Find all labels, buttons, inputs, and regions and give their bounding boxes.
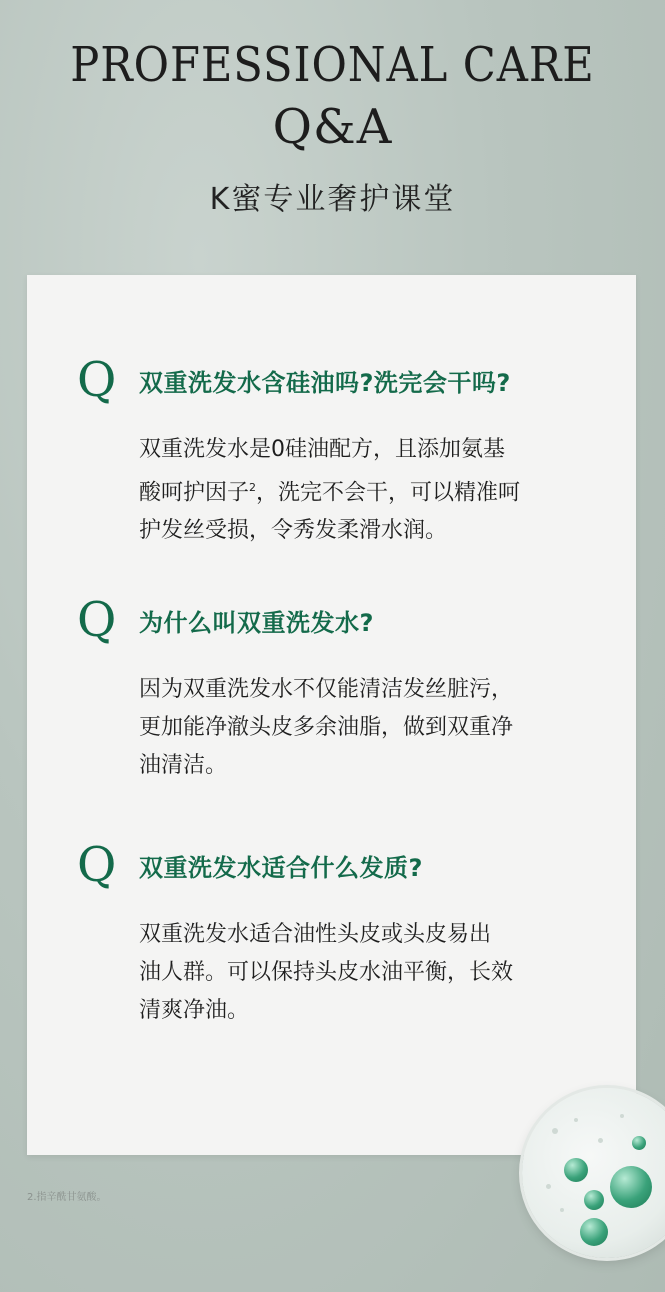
- bubble: [584, 1190, 604, 1210]
- answer-line-part: 酸呵护因子: [139, 480, 250, 506]
- qa-item: [77, 592, 617, 785]
- q-mark-icon: Q: [77, 352, 117, 408]
- question-row: [77, 352, 617, 408]
- page-subtitle: K蜜专业奢护课堂: [209, 182, 456, 217]
- droplet: [620, 1114, 624, 1118]
- answer-text: [139, 431, 559, 550]
- answer-line: 更加能净澈头皮多余油脂，做到双重净: [139, 715, 514, 740]
- bubble: [580, 1218, 608, 1246]
- question-text: 双重洗发水含硅油吗?洗完会干吗?: [139, 368, 511, 397]
- question-text: 双重洗发水适合什么发质?: [139, 853, 423, 882]
- q-mark-icon: Q: [77, 837, 117, 893]
- bubble: [610, 1166, 652, 1208]
- answer-line: 油人群。可以保持头皮水油平衡，长效: [139, 960, 514, 985]
- answer-line: 护发丝受损，令秀发柔滑水润。: [139, 518, 448, 544]
- answer-text: [139, 671, 559, 785]
- droplet: [546, 1184, 551, 1189]
- droplet: [598, 1138, 603, 1143]
- bubble: [564, 1158, 588, 1182]
- question-text: 为什么叫双重洗发水?: [139, 608, 374, 637]
- qa-item: [77, 837, 617, 1030]
- answer-line: 因为双重洗发水不仅能清洁发丝脏污，: [139, 677, 514, 702]
- question-row: [77, 837, 617, 893]
- answer-text: [139, 916, 559, 1030]
- qa-item: [77, 352, 617, 550]
- answer-line: 油清洁。: [139, 753, 228, 778]
- answer-line: [139, 469, 559, 512]
- answer-line: 双重洗发水适合油性头皮或头皮易出: [139, 922, 492, 947]
- footnote: 2.指辛酰甘氨酸。: [27, 1192, 107, 1203]
- q-mark-icon: Q: [77, 592, 117, 648]
- header: [0, 0, 665, 218]
- answer-line: 双重洗发水是0硅油配方，且添加氨基: [139, 437, 505, 462]
- bubble: [632, 1136, 646, 1150]
- droplet: [560, 1208, 564, 1212]
- droplet: [552, 1128, 558, 1134]
- answer-line-part: ，洗完不会干，可以精准呵: [256, 480, 521, 506]
- page-title: PROFESSIONAL CARE: [70, 37, 595, 93]
- answer-line: 清爽净油。: [139, 998, 250, 1023]
- question-row: [77, 592, 617, 648]
- footnote-ref: 2: [249, 481, 257, 494]
- droplet: [574, 1118, 578, 1122]
- qa-card: [27, 275, 636, 1155]
- page-title-qa: Q&A: [272, 99, 393, 155]
